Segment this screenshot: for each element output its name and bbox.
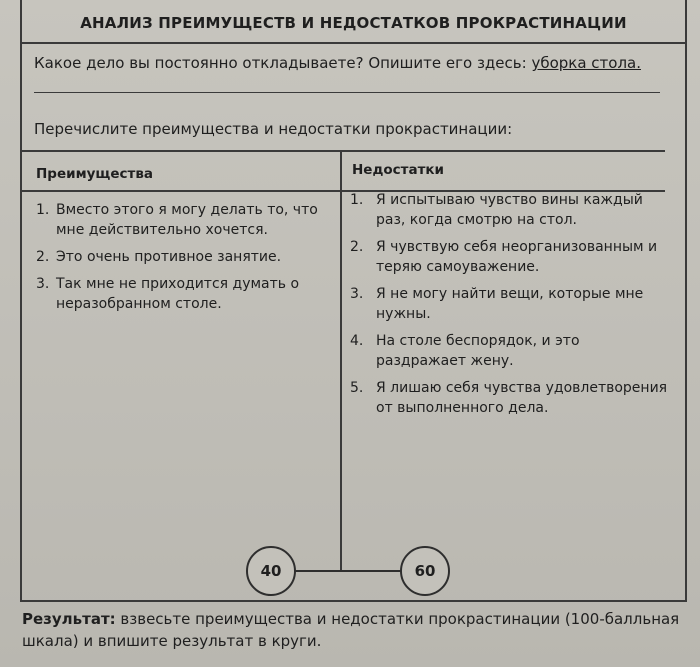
column-divider xyxy=(340,150,342,570)
item-number: 2. xyxy=(36,249,50,265)
list-prompt: Перечислите преимущества и недостатки прокрастинации: xyxy=(34,120,513,138)
score-connector-line xyxy=(294,570,402,572)
list-item xyxy=(350,331,670,371)
item-number: 5. xyxy=(350,380,364,396)
item-text: Вместо этого я могу делать то, что мне действительно хочется. xyxy=(56,202,318,238)
item-text: Я не могу найти вещи, которые мне нужны. xyxy=(376,286,644,322)
question-prompt: Какое дело вы постоянно откладываете? Опишите его здесь: xyxy=(34,54,532,72)
list-item xyxy=(36,200,326,240)
result-text: взвесьте преимущества и недостатки прокрастинации (100-балльная шкала) и впишите результат в круги. xyxy=(22,610,680,650)
item-text: Я лишаю себя чувства удовлетворения от выполненного дела. xyxy=(376,380,668,416)
list-item xyxy=(350,284,670,324)
disadvantages-score-circle xyxy=(400,546,450,596)
question-line xyxy=(34,54,641,72)
question-answer: уборка стола. xyxy=(531,54,641,72)
divider-line xyxy=(34,92,660,93)
list-item xyxy=(350,237,670,277)
item-number: 2. xyxy=(350,239,364,255)
item-text: Я чувствую себя неорганизованным и теряю самоуважение. xyxy=(376,239,658,275)
item-text: На столе беспорядок, и это раздражает жену. xyxy=(376,333,580,369)
item-number: 1. xyxy=(36,202,50,218)
result-instructions xyxy=(22,608,687,652)
item-number: 4. xyxy=(350,333,364,349)
advantages-heading: Преимущества xyxy=(36,166,153,182)
disadvantages-heading: Недостатки xyxy=(352,162,445,178)
worksheet-title: АНАЛИЗ ПРЕИМУЩЕСТВ И НЕДОСТАТКОВ ПРОКРАСТИНАЦИИ xyxy=(80,14,627,32)
advantages-list xyxy=(36,200,326,321)
disadvantages-score: 60 xyxy=(414,562,436,580)
item-number: 3. xyxy=(350,286,364,302)
advantages-score: 40 xyxy=(260,562,282,580)
list-item xyxy=(36,274,326,314)
item-text: Я испытываю чувство вины каждый раз, когда смотрю на стол. xyxy=(376,192,643,228)
result-label: Результат: xyxy=(22,610,116,628)
list-item xyxy=(36,247,326,267)
disadvantages-list xyxy=(350,190,670,425)
list-item xyxy=(350,378,670,418)
item-text: Так мне не приходится думать о неразобранном столе. xyxy=(56,276,300,312)
item-number: 1. xyxy=(350,192,364,208)
item-text: Это очень противное занятие. xyxy=(56,249,282,265)
title-band xyxy=(20,0,687,44)
table-top-border xyxy=(22,150,665,152)
advantages-score-circle xyxy=(246,546,296,596)
list-item xyxy=(350,190,670,230)
item-number: 3. xyxy=(36,276,50,292)
